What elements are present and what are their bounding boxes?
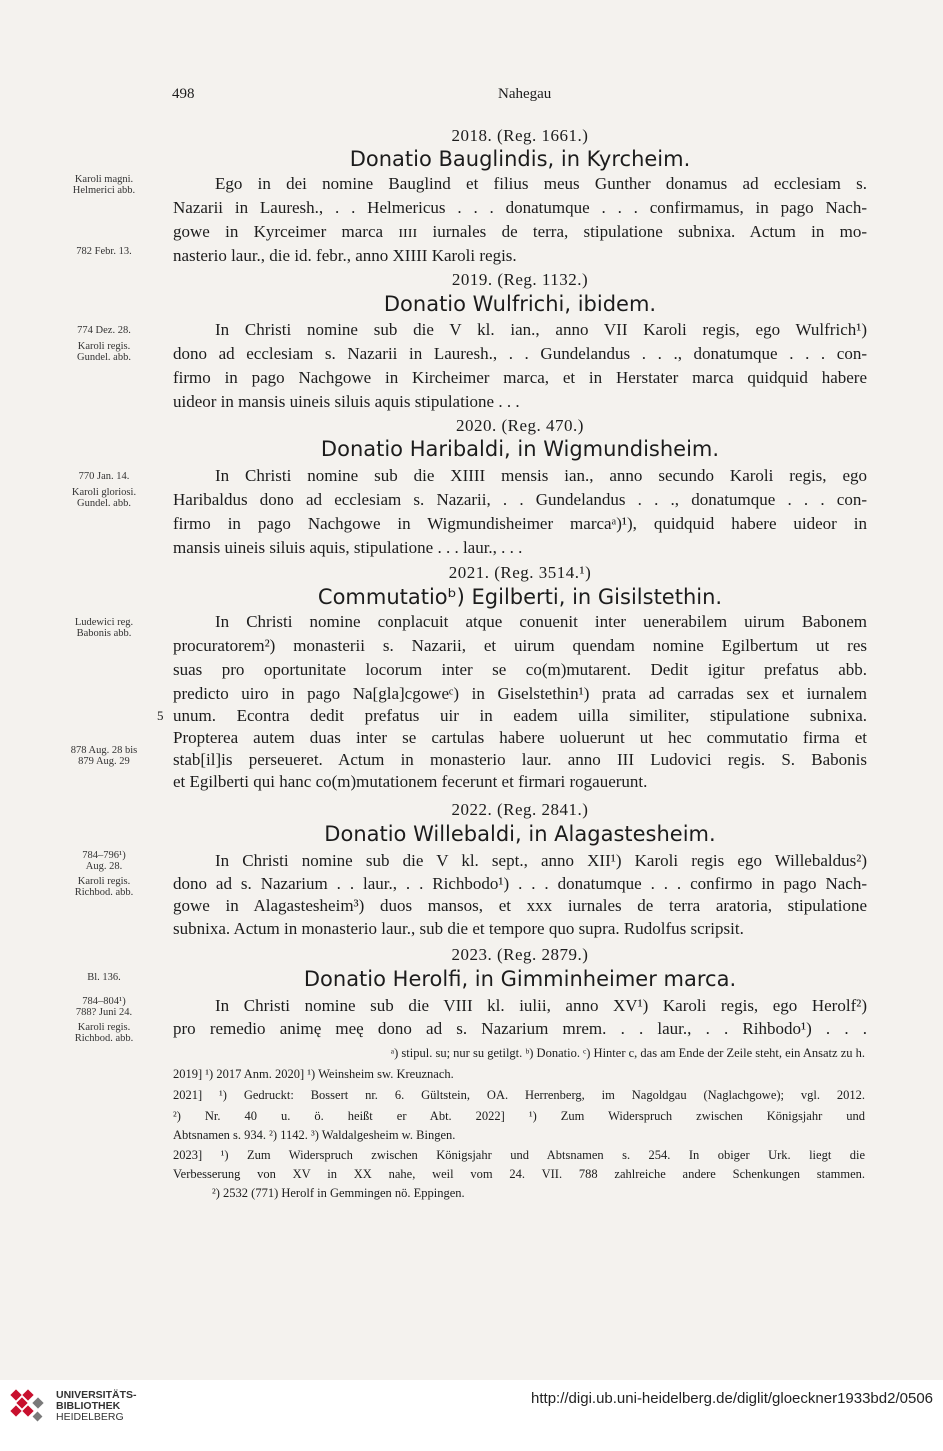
margin-note: Richbod. abb. <box>74 887 134 898</box>
margin-note: Babonis abb. <box>76 628 132 639</box>
text-line: suas pro oportunitate locorum inter se co(m)mutarent. Dedit igitur prefatus abb. <box>173 660 867 679</box>
margin-date: Aug. 28. <box>85 861 123 872</box>
footnote-line: Abtsnamen s. 934. ²) 1142. ³) Waldalgesheim w. Bingen. <box>173 1128 456 1142</box>
running-title: Nahegau <box>498 86 552 102</box>
margin-date: 774 Dez. 28. <box>77 325 131 336</box>
margin-date: 782 Febr. 13. <box>76 246 132 257</box>
footnote-line: ᵃ) stipul. su; nur su getilgt. ᵇ) Donatio. ᶜ) Hinter c, das am Ende der Zeile steht, ein Ansatz zu h. <box>390 1046 865 1060</box>
margin-note: Karoli regis. <box>77 1022 131 1033</box>
entry-title: Donatio Herolfi, in Gimminheimer marca. <box>303 967 737 991</box>
text-line: stab[il]is perseueret. Actum in monasterio laur. anno III Ludovici regis. S. Babonis <box>173 750 867 769</box>
text-line: uideor in mansis uineis siluis aquis stipulatione . . . <box>173 392 520 411</box>
regest-number: 2021. (Reg. 3514.¹) <box>448 563 592 582</box>
regest-number: 2018. (Reg. 1661.) <box>451 126 589 145</box>
entry-title: Commutatioᵇ) Egilberti, in Gisilstethin. <box>317 585 723 609</box>
margin-date: 878 Aug. 28 bis <box>70 745 138 756</box>
margin-date: 770 Jan. 14. <box>78 471 130 482</box>
margin-note: Ludewici reg. <box>74 617 134 628</box>
text-line: pro remedio animę meę dono ad s. Nazarium mrem. . . laur., . . Rihbodo¹) . . . <box>173 1019 867 1038</box>
text-line: procuratorem²) monasterii s. Nazarii, et uirum quendam nomine Egilbertum ut res <box>173 636 867 655</box>
text-line: gowe in Alagastesheim³) duos mansos, et xxx iurnales de terra aratoria, stipulatione <box>173 896 867 915</box>
margin-note: Helmerici abb. <box>72 185 136 196</box>
library-name <box>56 1390 137 1423</box>
text-line: Haribaldus dono ad ecclesiam s. Nazarii, . . Gundelandus . . ., donatumque . . . con- <box>173 490 867 509</box>
margin-note: Karoli regis. <box>77 341 131 352</box>
library-name-line: HEIDELBERG <box>56 1411 124 1423</box>
entry-title: Donatio Haribaldi, in Wigmundisheim. <box>320 437 720 461</box>
text-line: gowe in Kyrceimer marca ɪɪɪɪ iurnales de terra, stipulatione subnixa. Actum in mo- <box>173 222 867 241</box>
margin-date: 788? Juni 24. <box>75 1007 133 1018</box>
library-name-line: BIBLIOTHEK <box>56 1400 121 1412</box>
margin-note: Karoli gloriosi. <box>71 487 137 498</box>
margin-note: Gundel. abb. <box>77 352 131 363</box>
text-line: Propterea autem duas inter se cartulas habere uoluerunt ut hec commutatio firma et <box>173 728 867 747</box>
text-line: firmo in pago Nachgowe in Kircheimer marca, et in Herstater marca quidquid habere <box>173 368 867 387</box>
text-line: In Christi nomine sub die V kl. sept., anno XII¹) Karoli regis ego Willebaldus²) <box>215 851 867 870</box>
library-logo-icon <box>10 1389 48 1423</box>
margin-note: Gundel. abb. <box>77 498 131 509</box>
text-line: In Christi nomine sub die VIII kl. iulii, anno XV¹) Karoli regis, ego Herolf²) <box>215 996 867 1015</box>
entry-title: Donatio Bauglindis, in Kyrcheim. <box>349 147 691 171</box>
footnote-line: 2021] ¹) Gedruckt: Bossert nr. 6. Gültstein, OA. Herrenberg, im Nagoldgau (Naglachgowe); vgl. 2012. <box>173 1088 865 1102</box>
line-number: 5 <box>157 708 164 723</box>
margin-date: 879 Aug. 29 <box>78 756 130 767</box>
text-line: Ego in dei nomine Bauglind et filius meus Gunther donamus ad ecclesiam s. <box>215 174 867 193</box>
text-line: predicto uiro in pago Na[gla]cgoweᶜ) in Giselstethin¹) prata ad carradas sex et iurnalem <box>173 684 867 703</box>
page-number: 498 <box>172 86 195 102</box>
viewer-footer <box>0 1380 943 1451</box>
footnote-line: 2019] ¹) 2017 Anm. 2020] ¹) Weinsheim sw. Kreuznach. <box>173 1067 454 1081</box>
entry-title: Donatio Wulfrichi, ibidem. <box>383 292 657 316</box>
footnote-line: ²) Nr. 40 u. ö. heißt er Abt. 2022] ¹) Zum Widerspruch zwischen Königsjahr und <box>173 1109 865 1123</box>
text-line: firmo in pago Nachgowe in Wigmundisheimer marcaᵃ)¹), quidquid habere uideor in <box>173 514 867 533</box>
margin-note: Karoli magni. <box>74 174 134 185</box>
footnote-line: 2023] ¹) Zum Widerspruch zwischen Königsjahr und Abtsnamen s. 254. In obiger Urk. liegt die <box>173 1148 865 1162</box>
text-line: nasterio laur., die id. febr., anno XIIII Karoli regis. <box>173 246 517 265</box>
margin-note: Richbod. abb. <box>74 1033 134 1044</box>
text-line: dono ad s. Nazarium . . laur., . . Richbodo¹) . . . donatumque . . . confirmo in pago Nach- <box>173 874 867 893</box>
text-line: et Egilberti qui hanc co(m)mutationem fecerunt et firmari rogauerunt. <box>173 772 648 791</box>
text-line: In Christi nomine sub die V kl. ian., anno VII Karoli regis, ego Wulfrich¹) <box>215 320 867 339</box>
text-line: In Christi nomine sub die XIIII mensis ian., anno secundo Karoli regis, ego <box>215 466 867 485</box>
text-line: Nazarii in Lauresh., . . Helmericus . . . donatumque . . . confirmamus, in pago Nach- <box>173 198 867 217</box>
text-line: In Christi nomine conplacuit atque conuenit inter uenerabilem uirum Babonem <box>215 612 867 631</box>
margin-note: Bl. 136. <box>87 972 121 983</box>
library-name-line: UNIVERSITÄTS- <box>56 1389 137 1401</box>
regest-number: 2022. (Reg. 2841.) <box>451 800 589 819</box>
text-line: mansis uineis siluis aquis, stipulatione . . . laur., . . . <box>173 538 523 557</box>
footnote-line: Verbesserung von XV in XX nahe, weil vom 24. VII. 788 zahlreiche andere Schenkungen stammen. <box>173 1167 865 1181</box>
margin-note: Karoli regis. <box>77 876 131 887</box>
text-line: unum. Econtra dedit prefatus uir in eadem uilla similiter, stipulatione subnixa. <box>173 706 867 725</box>
regest-number: 2023. (Reg. 2879.) <box>451 945 589 964</box>
entry-title: Donatio Willebaldi, in Alagastesheim. <box>324 822 716 846</box>
text-line: subnixa. Actum in monasterio laur., sub die et tempore quo supra. Rudolfus scripsit. <box>173 919 744 938</box>
footnote-line: ²) 2532 (771) Herolf in Gemmingen nö. Eppingen. <box>212 1186 465 1200</box>
margin-date: 784–796¹) <box>82 850 126 861</box>
regest-number: 2020. (Reg. 470.) <box>456 416 584 435</box>
text-line: dono ad ecclesiam s. Nazarii in Lauresh., . . Gundelandus . . ., donatumque . . . con- <box>173 344 867 363</box>
margin-date: 784–804¹) <box>82 996 126 1007</box>
source-url-link[interactable]: http://digi.ub.uni-heidelberg.de/diglit/gloeckner1933bd2/0506 <box>531 1390 933 1407</box>
regest-number: 2019. (Reg. 1132.) <box>451 270 589 289</box>
